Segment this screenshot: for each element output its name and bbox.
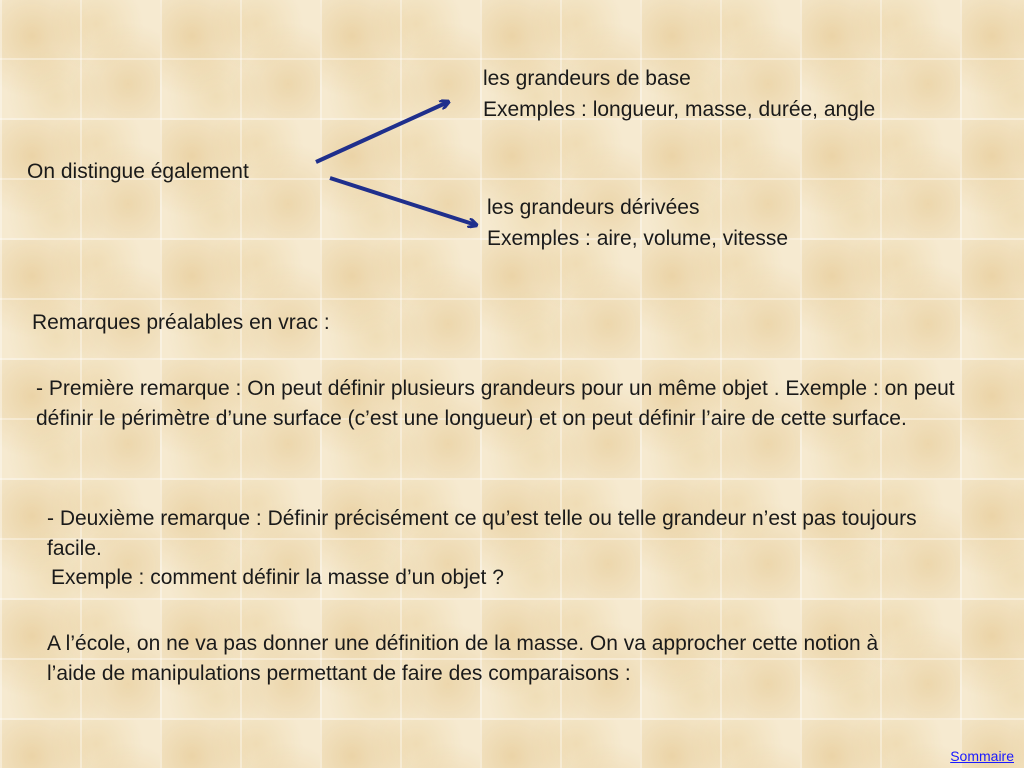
remark-1: - Première remarque : On peut définir plusieurs grandeurs pour un même objet . Exemple : on peut définir le périmètre d’une surface (c’est une longueur) et on peut définir l’aire de cette surface.: [36, 377, 955, 430]
intro-text: On distingue également: [27, 160, 249, 183]
derived-quantities-examples: Exemples : aire, volume, vitesse: [487, 227, 789, 250]
remark-2-example: Exemple : comment définir la masse d’un objet ?: [51, 566, 504, 589]
remark-2: - Deuxième remarque : Définir précisément ce qu’est telle ou telle grandeur n’est pas toujours facile.: [47, 507, 917, 560]
arrow-down: [330, 178, 476, 225]
remarks-heading: Remarques préalables en vrac :: [32, 311, 330, 334]
summary-link[interactable]: Sommaire: [950, 748, 1014, 764]
arrow-up: [316, 102, 448, 162]
base-quantities-examples: Exemples : longueur, masse, durée, angle: [483, 98, 876, 121]
derived-quantities-title: les grandeurs dérivées: [487, 196, 700, 219]
school-note: A l’école, on ne va pas donner une définition de la masse. On va approcher cette notion à l’aide de manipulations permettant de faire des comparaisons :: [47, 632, 879, 685]
base-quantities-title: les grandeurs de base: [483, 67, 691, 90]
